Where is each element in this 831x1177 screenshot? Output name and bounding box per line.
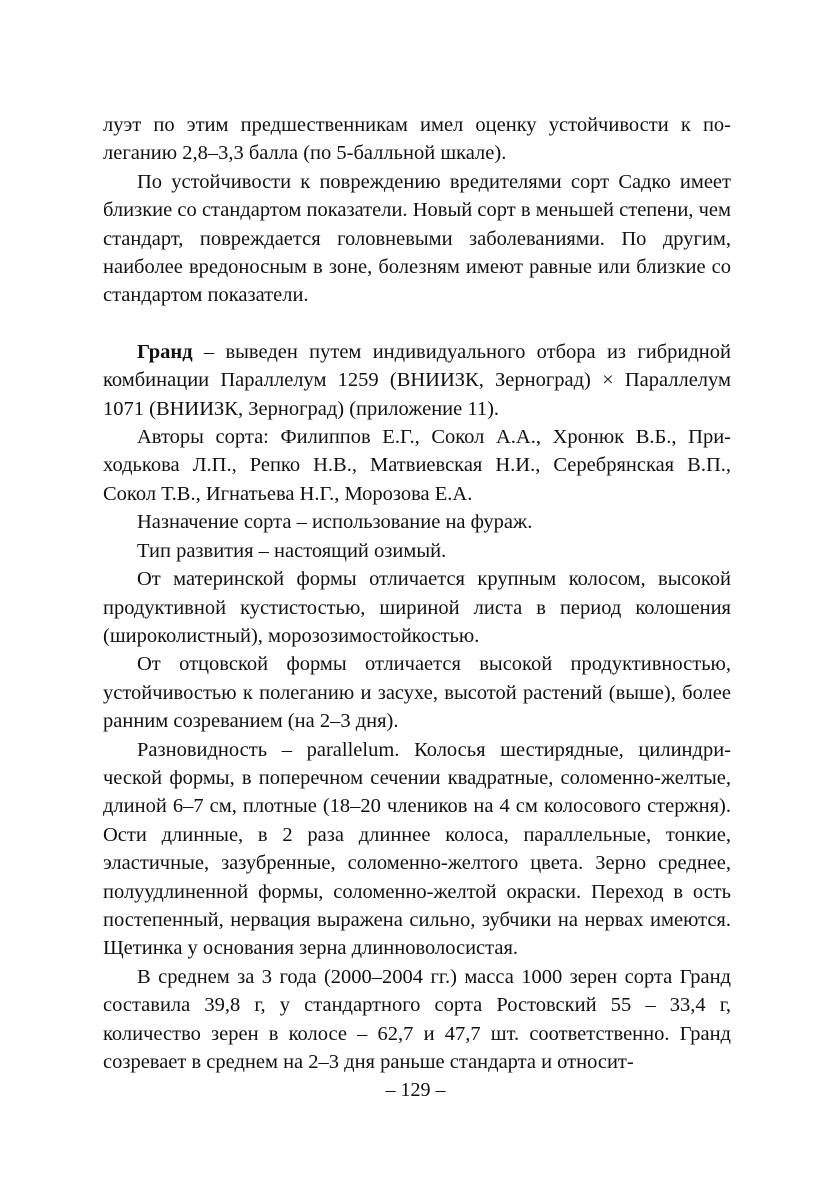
paragraph-yield-data: В среднем за 3 года (2000–2004 гг.) масса 1000 зерен сорта Гранд составила 39,8 г, у стандартного сорта Ростовский 55 – 33,4 г, количество зерен в колосе – 62,7 и 47,7 шт. соответственно. Гранд созревает в среднем на 2–3 дня раньше стандарта и относит-: [103, 965, 731, 1073]
variety-name-grand: Гранд: [137, 340, 193, 363]
paragraph-development-type: Тип развития – настоящий озимый.: [137, 539, 447, 562]
document-page: [103, 111, 731, 1076]
paragraph-variety-description: Разновидность – parallelum. Колосья шестирядные, цилиндрической формы, в поперечном сечении квадратные, соломенно-желтые, длиной 6–7 см, плотные (18–20 члеников на 4 см колосового стержня). Ости длинные, в 2 раза длиннее колоса, параллельные, тонкие, эластичные, зазубренные, соломенно-желтого цвета. Зерно среднее, полуудлиненной формы, соломенно-желтой окраски. Переход в ость постепенный, нервация выражена сильно, зубчики на нервах имеются. Щетинка у основания зерна длинноволосистая.: [103, 738, 731, 960]
page-number: – 129 –: [385, 1079, 446, 1101]
paragraph-continuation: луэт по этим предшественникам имел оценку устойчивости к полеганию 2,8–3,3 балла (по 5-балльной шкале).: [103, 114, 731, 165]
paragraph-purpose: Назначение сорта – использование на фураж.: [137, 511, 533, 534]
variety-origin-text: – выведен путем индивидуального отбора из гибридной комбинации Параллелум 1259 (ВНИИЗК, Зерноград) × Параллелум 1071 (ВНИИЗК, Зерноград) (приложение 11).: [103, 340, 731, 420]
paragraph-grand-origin: [103, 338, 731, 423]
paragraph-paternal-differences: От отцовской формы отличается высокой продуктивностью, устойчивостью к полеганию и засухе, высотой растений (выше), более ранним созреванием (на 2–3 дня).: [103, 653, 731, 733]
paragraph-authors: Авторы сорта: Филиппов Е.Г., Сокол А.А., Хронюк В.Б., Приходькова Л.П., Репко Н.В., Матвиевская Н.И., Серебрянская В.П., Сокол Т.В., Игнатьева Н.Г., Морозова Е.А.: [103, 426, 731, 505]
paragraph-pest-resistance: По устойчивости к повреждению вредителями сорт Садко имеет близкие со стандартом показатели. Новый сорт в меньшей степени, чем стандарт, повреждается головневыми заболеваниями. По другим, наиболее вредоносным в зоне, болезням имеют равные или близкие со стандартом показатели.: [103, 170, 731, 307]
paragraph-maternal-differences: От материнской формы отличается крупным колосом, высокой продуктивной кустистостью, шириной листа в период колошения (широколистный), морозозимостойкостью.: [103, 568, 731, 647]
